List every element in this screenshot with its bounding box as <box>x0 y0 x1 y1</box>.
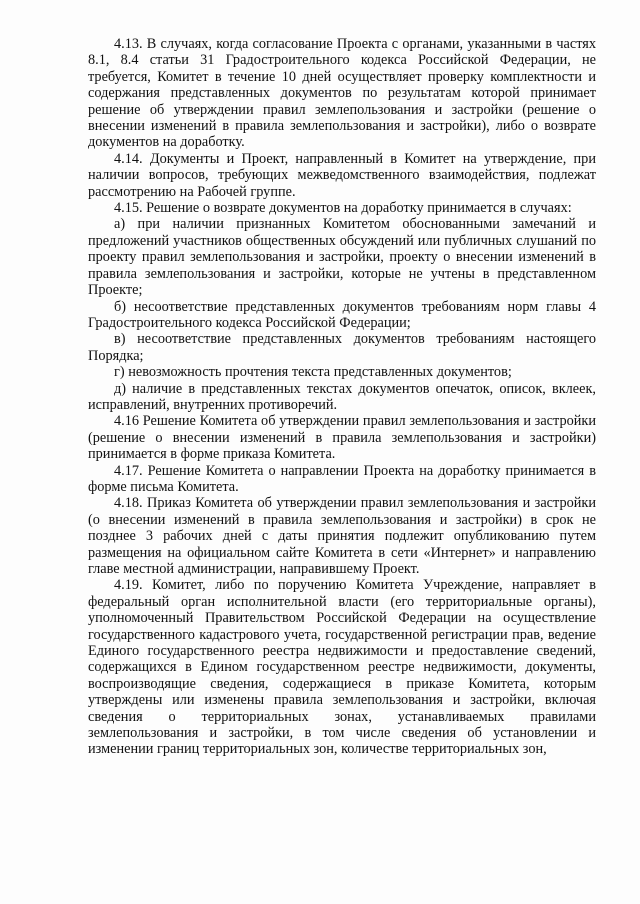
paragraph-4-14: 4.14. Документы и Проект, направленный в Комитет на утверждение, при наличии вопросов, требующих межведомственного взаимодействия, подлежат рассмотрению на Рабочей группе. <box>88 150 596 200</box>
list-item-v: в) несоответствие представленных документов требованиям настоящего Порядка; <box>88 331 596 364</box>
paragraph-4-15: 4.15. Решение о возврате документов на доработку принимается в случаях: <box>114 200 572 217</box>
paragraph-4-18: 4.18. Приказ Комитета об утверждении правил землепользования и застройки (о внесении изменений в правила землепользования и застройки) в срок не позднее 3 рабочих дней с даты принятия подлежит опубликованию путем размещения на официальном сайте Комитета в сети «Интернет» и направлению главе местной администрации, направившему Проект. <box>88 495 596 577</box>
list-item-g: г) невозможность прочтения текста представленных документов; <box>114 364 512 381</box>
paragraph-4-13: 4.13. В случаях, когда согласование Проекта с органами, указанными в частях 8.1, 8.4 статьи 31 Градостроительного кодекса Российской Федерации, не требуется, Комитет в течение 10 дней осуществляет проверку комплектности и содержания представленных документов по результатам которой принимает решение об утверждении правил землепользования и застройки (решение о внесении изменений в правила землепользования и застройки), либо о возврате документов на доработку. <box>88 36 596 151</box>
list-item-a: а) при наличии признанных Комитетом обоснованными замечаний и предложений участников общественных обсуждений или публичных слушаний по проекту правил землепользования и застройки, проекту о внесении изменений в правила землепользования и застройки, которые не учтены в представленном Проекте; <box>88 216 596 299</box>
list-item-d: д) наличие в представленных текстах документов опечаток, описок, вклеек, исправлений, внутренних противоречий. <box>88 380 596 413</box>
paragraph-4-16: 4.16 Решение Комитета об утверждении правил землепользования и застройки (решение о внесении изменений в правила землепользования и застройки) принимается в форме приказа Комитета. <box>88 413 596 463</box>
paragraph-4-19: 4.19. Комитет, либо по поручению Комитета Учреждение, направляет в федеральный орган исполнительной власти (его территориальные органы), уполномоченный Правительством Российской Федерации на осуществление государственного кадастрового учета, государственной регистрации прав, ведение Единого государственного реестра недвижимости и предоставление сведений, содержащихся в Едином государственном реестре недвижимости, документы, воспроизводящие сведения, содержащиеся в приказе Комитета, которым утверждены или изменены правила землепользования и застройки, включая сведения о территориальных зонах, устанавливаемых правилами землепользования и застройки, в том числе сведения об установлении и изменении границ территориальных зон, количестве территориальных зон, <box>88 577 596 758</box>
list-item-b: б) несоответствие представленных документов требованиям норм главы 4 Градостроительного кодекса Российской Федерации; <box>88 298 596 331</box>
paragraph-4-17: 4.17. Решение Комитета о направлении Проекта на доработку принимается в форме письма Комитета. <box>88 462 596 495</box>
